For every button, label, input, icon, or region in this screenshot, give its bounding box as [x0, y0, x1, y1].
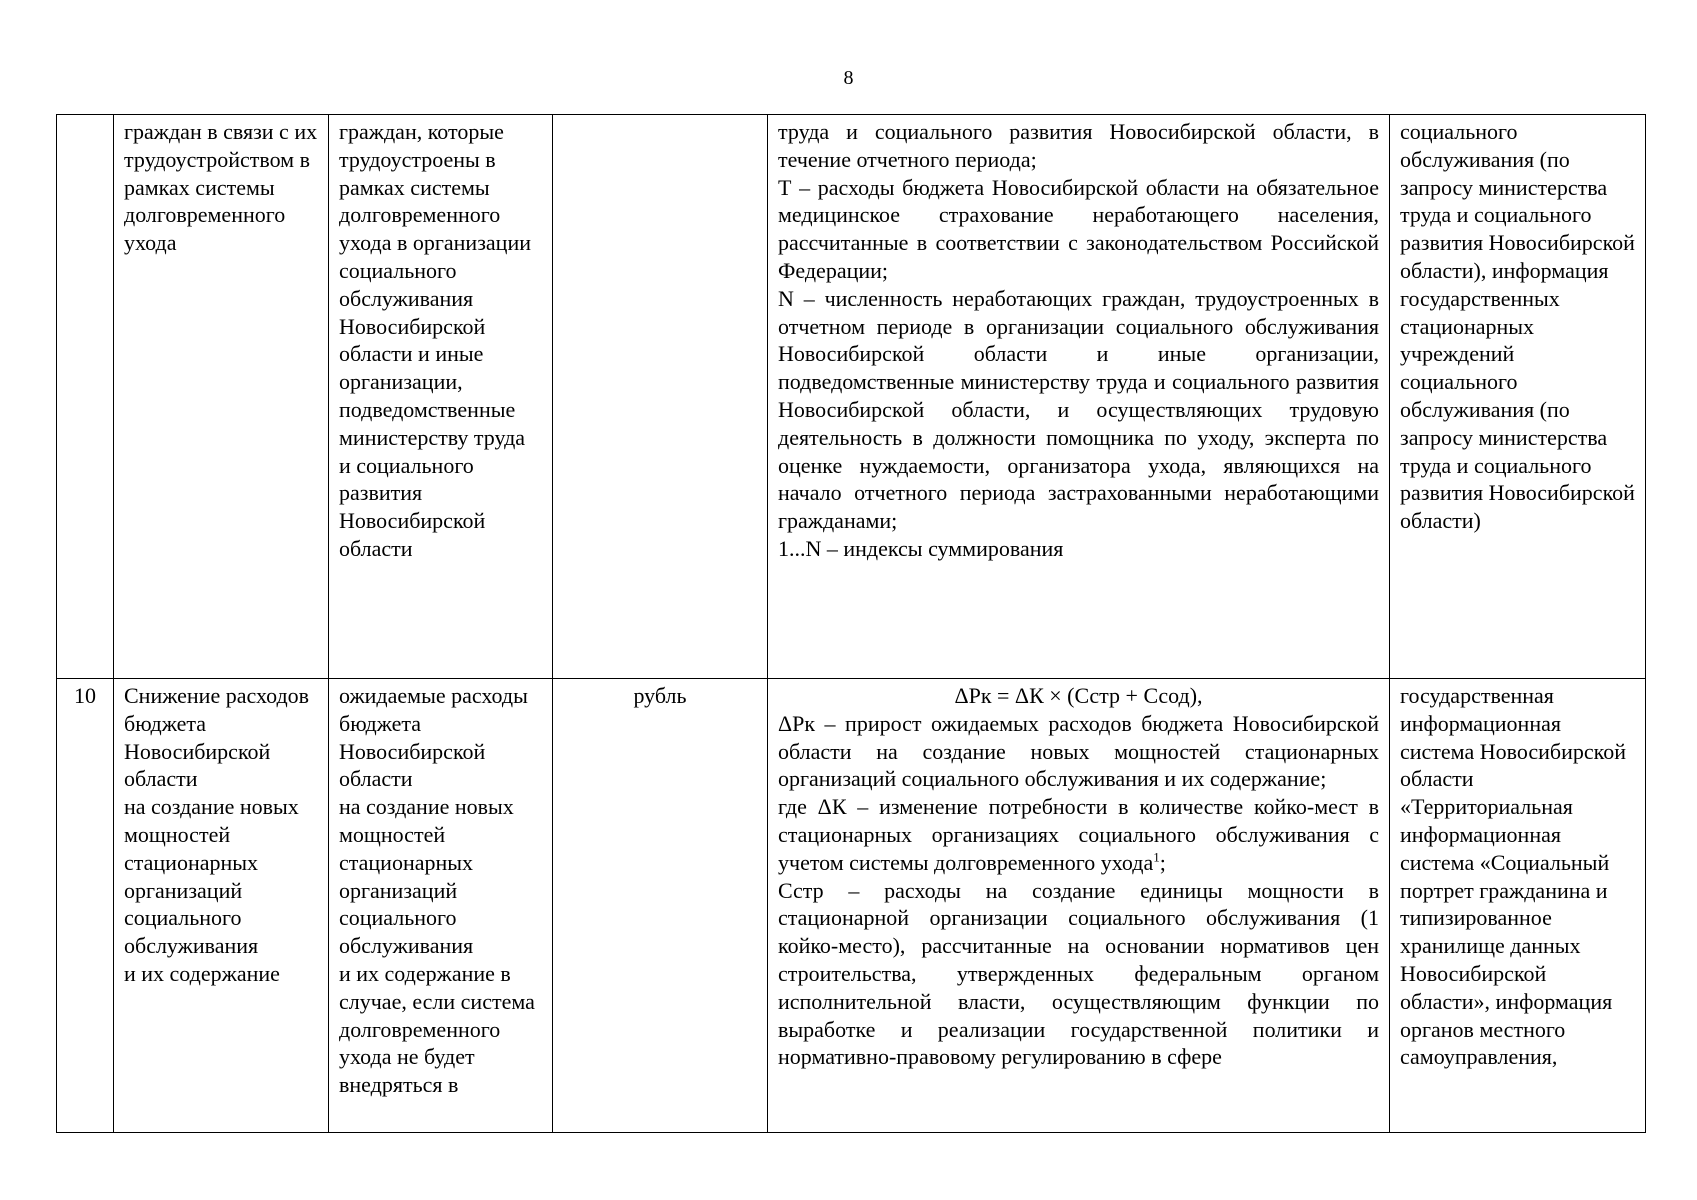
name-line: на создание новых мощностей стационарных организаций социального обслуживания — [124, 794, 299, 959]
definition-line: ожидаемые расходы бюджета Новосибирской области — [339, 683, 528, 792]
indicator-table — [56, 114, 1646, 1133]
row-number-cell — [57, 115, 114, 679]
unit-cell — [553, 115, 768, 679]
footnote-mark: 1 — [1153, 849, 1160, 865]
calc-line: труда и социального развития Новосибирской области, в течение отчетного периода; — [778, 119, 1379, 172]
indicator-definition-cell: граждан, которые трудоустроены в рамках системы долговременного ухода в организации социального обслуживания Новосибирской области и иные организации, подведомственные министерству труда и социального развития Новосибирской области — [329, 115, 553, 679]
page-number: 8 — [843, 67, 854, 89]
table-row-10 — [57, 679, 1646, 1133]
data-source-cell: государственная информационная система Новосибирской области «Территориальная информационная система «Социальный портрет гражданина и типизированное хранилище данных Новосибирской области», информация органов местного самоуправления, — [1390, 679, 1646, 1133]
definition-line: и их содержание в случае, если система долговременного ухода не будет внедряться в — [339, 960, 535, 1098]
calc-line: Т – расходы бюджета Новосибирской области на обязательное медицинское страхование неработающего населения, рассчитанные в соответствии с законодательством Российской Федерации; — [778, 174, 1379, 283]
definition-line: на создание новых мощностей стационарных организаций социального обслуживания — [339, 794, 514, 959]
calc-line: ΔPк – прирост ожидаемых расходов бюджета Новосибирской области на создание новых мощностей стационарных организаций социального обслуживания и их содержание; — [778, 710, 1379, 792]
calc-line: N – численность неработающих граждан, трудоустроенных в отчетном периоде в организации социального обслуживания Новосибирской области и иные организации, подведомственные министерству труда и социального развития Новосибирской области, и осуществляющих трудовую деятельность в должности помощника по уходу, эксперта по оценке нуждаемости, организатора ухода, являющихся на начало отчетного периода застрахованными неработающими гражданами; — [778, 285, 1379, 534]
indicator-definition-cell — [329, 679, 553, 1133]
calculation-cell — [768, 679, 1390, 1133]
data-source-cell: социального обслуживания (по запросу министерства труда и социального развития Новосибирской области), информация государственных стационарных учреждений социального обслуживания (по запросу министерства труда и социального развития Новосибирской области) — [1390, 115, 1646, 679]
name-line: и их содержание — [124, 960, 280, 986]
row-number-cell: 10 — [57, 679, 114, 1133]
calc-line: Сстр – расходы на создание единицы мощности в стационарной организации социального обслуживания (1 койко-место), рассчитанные на основании нормативов цен строительства, утвержденных федеральным органом исполнительной власти, осуществляющим функции по выработке и реализации государственной политики и нормативно-правовому регулированию в сфере — [778, 877, 1379, 1070]
unit-cell: рубль — [553, 679, 768, 1133]
calc-line: где ΔК – изменение потребности в количестве койко-мест в стационарных организациях социального обслуживания с учетом системы долговременного ухода — [778, 794, 1379, 875]
table-row-continuation — [57, 115, 1646, 679]
indicator-name-cell: граждан в связи с их трудоустройством в рамках системы долговременного ухода — [114, 115, 329, 679]
calc-line: 1...N – индексы суммирования — [778, 535, 1064, 561]
formula: ΔPк = ΔК × (Сстр + Ссод), — [954, 683, 1203, 708]
calculation-cell — [768, 115, 1390, 679]
indicator-name-cell — [114, 679, 329, 1133]
footnote-tail: ; — [1159, 849, 1166, 875]
calc-line-with-footnote — [778, 793, 1379, 876]
name-line: Снижение расходов бюджета Новосибирской области — [124, 683, 310, 792]
